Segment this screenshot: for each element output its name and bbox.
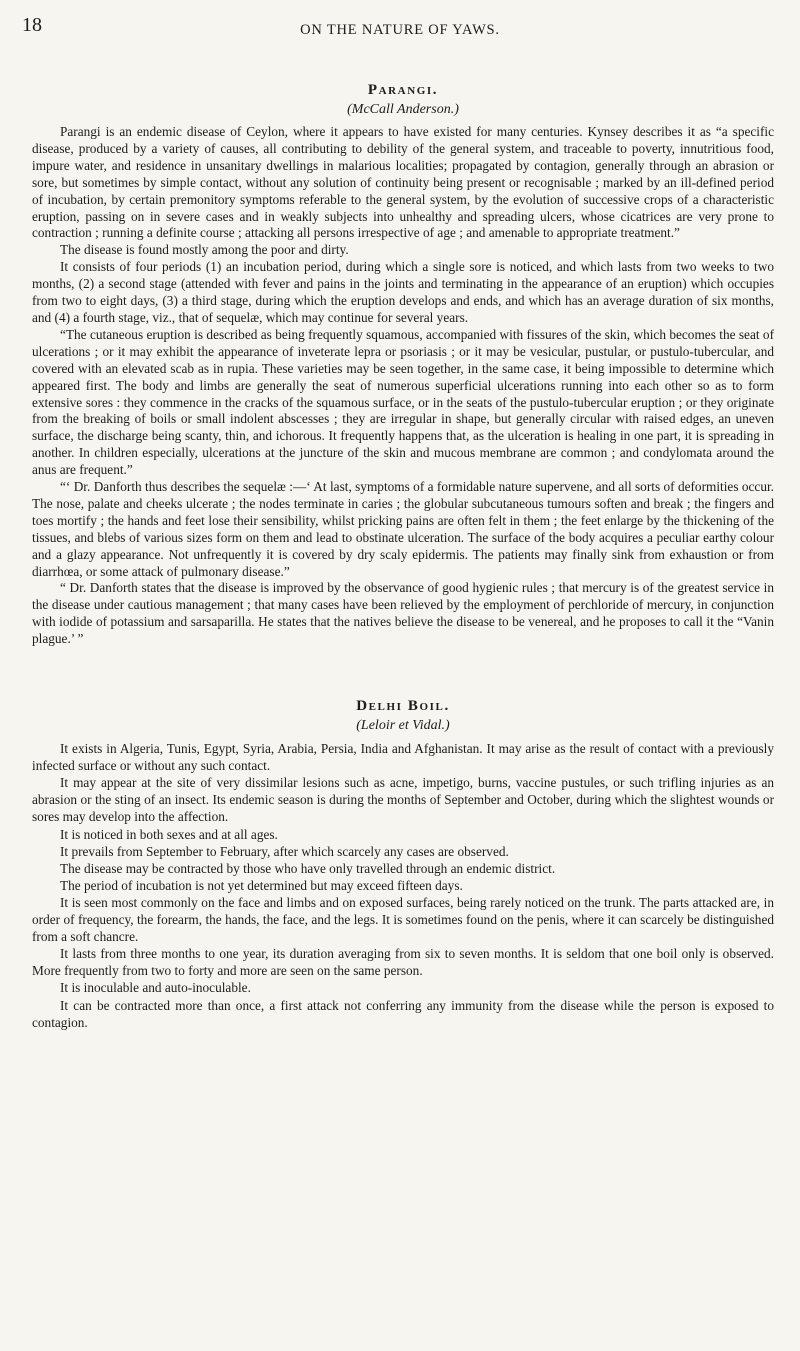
section-heading: Delhi Boil. bbox=[356, 698, 450, 715]
paragraph: “ Dr. Danforth states that the disease is improved by the observance of good hygienic rules ; that mercury is of the greatest service in the disease under cautious management ; that many cases have been relieved by the employment of perchloride of mercury, in conjunction with iodide of potassium and sarsaparilla. He states that the natives believe the disease to be venereal, and he proposes to call it the “Vanin plague.’ ” bbox=[32, 580, 774, 647]
paragraph: It may appear at the site of very dissimilar lesions such as acne, impetigo, burns, vaccine pustules, or such trifling injuries as an abrasion or the sting of an insect. Its endemic season is during the months of September and October, during which the slightest wounds or sores may develop into the affection. bbox=[32, 775, 774, 825]
paragraph: The period of incubation is not yet determined but may exceed fifteen days. bbox=[60, 877, 463, 893]
paragraph: “The cutaneous eruption is described as being frequently squamous, accompanied with fissures of the skin, which becomes the seat of ulcerations ; or it may exhibit the appearance of inveterate lepra or psoriasis ; or it may be vesicular, pustular, or pustulo-tubercular, and covered with an elevated scab as in rupia. These varieties may be seen together, in the same case, it being impossible to determine which appeared first. The body and limbs are generally the seat of numerous superficial ulcerations running into each other so as to form extensive sores : they commence in the cracks of the squamous surface, or in the seats of the pustulo-tubercular eruption ; or they originate from the breaking of boils or small indolent abscesses ; they are irregular in shape, but generally circular with raised edges, an uneven surface, the discharge being scanty, thin, and ichorous. It frequently happens that, as the ulceration is healing in one part, it is spreading in another. In children especially, ulcerations at the juncture of the skin and mucous membrane are common ; and condylomata around the anus are frequent.” bbox=[32, 326, 774, 478]
page-body bbox=[32, 82, 774, 1031]
paragraph: It prevails from September to February, after which scarcely any cases are observed. bbox=[60, 843, 509, 859]
section-parangi bbox=[32, 82, 774, 648]
section-delhi-boil bbox=[32, 698, 774, 1031]
paragraph: It can be contracted more than once, a first attack not conferring any immunity from the disease while the person is exposed to contagion. bbox=[32, 997, 774, 1030]
paragraph: It is seen most commonly on the face and limbs and on exposed surfaces, being rarely noticed on the trunk. The parts attacked are, in order of frequency, the forearm, the hands, the face, and the legs. It is sometimes found on the penis, where it can scarcely be distinguished from a soft chancre. bbox=[32, 894, 774, 945]
paragraph: Parangi is an endemic disease of Ceylon, where it appears to have existed for many centuries. Kynsey describes it as “a specific disease, produced by a variety of causes, all contributing to debility of the general system, and traceable to poverty, innutritious food, impure water, and residence in unsanitary dwellings in malarious localities; propagated by contagion, generally through an abrasion or sore, but sometimes by simple contact, without any solution of continuity being present or recognisable ; marked by an ill-defined period of incubation, by certain premonitory symptoms referable to the general system, by the evolution of successive crops of a characteristic eruption, passing on in severe cases and in weakly subjects into unhealthy and spreading ulcers, whose cicatrices are very prone to contraction ; running a definite course ; attacking all persons irrespective of age ; and amenable to appropriate treatment.” bbox=[32, 124, 774, 241]
section-author: (McCall Anderson.) bbox=[347, 102, 459, 117]
paragraph: It is inoculable and auto-inoculable. bbox=[60, 980, 251, 996]
paragraph: It lasts from three months to one year, its duration averaging from six to seven months. It is seldom that one boil only is observed. More frequently from two to forty and more are seen on the same person. bbox=[32, 946, 774, 979]
paragraph: It exists in Algeria, Tunis, Egypt, Syria, Arabia, Persia, India and Afghanistan. It may arise as the result of contact with a previously infected surface or without any such contact. bbox=[32, 741, 774, 774]
section-author: (Leloir et Vidal.) bbox=[356, 718, 450, 734]
paragraph: “‘ Dr. Danforth thus describes the sequelæ :—‘ At last, symptoms of a formidable nature supervene, and all sorts of deformities occur. The nose, palate and cheeks ulcerate ; the nodes terminate in caries ; the globular subcutaneous tumours soften and break ; the fingers and toes mortify ; the hands and feet lose their sensibility, whilst pricking pains are often felt in them ; the feet enlarge by the thickening of the tissues, and blebs of various sizes form on them and lead to obstinate ulceration. The surface of the body acquires a peculiar earthy colour and a glazy appearance. Not unfrequently it is covered by dry scaly epidermis. The patients may finally sink from exhaustion or from diarrhœa, or some attack of pulmonary disease.” bbox=[32, 479, 774, 579]
paragraph: It is noticed in both sexes and at all ages. bbox=[60, 826, 278, 842]
paragraph: The disease is found mostly among the poor and dirty. bbox=[60, 242, 349, 258]
paragraph: The disease may be contracted by those who have only travelled through an endemic district. bbox=[60, 860, 556, 876]
running-head: ON THE NATURE OF YAWS. bbox=[300, 22, 500, 38]
page-number: 18 bbox=[22, 14, 42, 36]
section-heading: Parangi. bbox=[367, 82, 439, 98]
paragraph: It consists of four periods (1) an incubation period, during which a single sore is noticed, and which lasts from two weeks to two months, (2) a second stage (attended with fever and pains in the joints and terminating in the appearance of an eruption) which occupies from two to eight days, (3) a third stage, during which the eruption develops and ends, and which has an average duration of six months, and (4) a fourth stage, viz., that of sequelæ, which may continue for several years. bbox=[32, 259, 774, 325]
